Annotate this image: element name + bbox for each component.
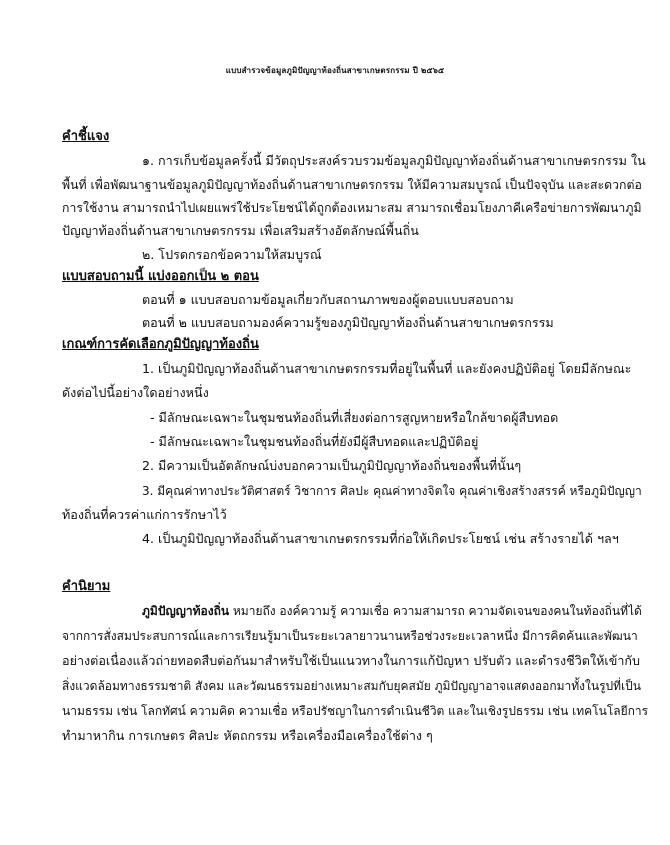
definition-line5: นามธรรม เช่น โลกทัศน์ ความคิด ความเชื่อ หรือปรัชญาในการดำเนินชีวิต และในเชิงรูปธรรม เช่น เทคโนโลยีการ	[62, 704, 649, 718]
instructions-item1-line2: พื้นที่ เพื่อพัฒนาฐานข้อมูลภูมิปัญญาท้องถิ่นด้านสาขาเกษตรกรรม ให้มีความสมบูรณ์ เป็นปัจจุบัน และสะดวกต่อ	[62, 178, 642, 192]
instructions-item1-line1: ๑. การเก็บข้อมูลครั้งนี้ มีวัตถุประสงค์รวบรวมข้อมูลภูมิปัญญาท้องถิ่นด้านสาขาเกษตรกรรม ใน	[142, 153, 646, 168]
definition-line1	[142, 602, 642, 620]
definition-line4: สิ่งแวดล้อมทางธรรมชาติ สังคม และวัฒนธรรมอย่างเหมาะสมกับยุคสมัย ภูมิปัญญาอาจแสดงออกมาทั้งในรูปที่เป็น	[62, 679, 641, 693]
criteria-3-line2: ท้องถิ่นที่ควรค่าแก่การรักษาไว้	[62, 507, 227, 522]
document-title: แบบสำรวจข้อมูลภูมิปัญญาท้องถิ่นสาขาเกษตรกรรม ปี ๒๕๖๕	[225, 66, 445, 75]
criteria-1b: - มีลักษณะเฉพาะในชุมชนท้องถิ่นที่ยังมีผู้สืบทอดและปฏิบัติอยู่	[150, 434, 479, 449]
section-part1: ตอนที่ ๑ แบบสอบถามข้อมูลเกี่ยวกับสถานภาพของผู้ตอบแบบสอบถาม	[142, 292, 514, 307]
criteria-heading: เกณฑ์การคัดเลือกภูมิปัญญาท้องถิ่น	[62, 337, 259, 352]
definition-line6: ทำมาหากิน การเกษตร ศิลปะ หัตถกรรม หรือเครื่องมือเครื่องใช้ต่าง ๆ	[62, 728, 433, 743]
criteria-1-line1: 1. เป็นภูมิปัญญาท้องถิ่นด้านสาขาเกษตรกรรมที่อยู่ในพื้นที่ และยังคงปฏิบัติอยู่ โดยมีลักษณะ	[142, 361, 632, 376]
criteria-1-line2: ดังต่อไปนี้อย่างใดอย่างหนึ่ง	[62, 385, 209, 400]
definition-term: ภูมิปัญญาท้องถิ่น	[142, 604, 230, 618]
definition-line1-rest: หมายถึง องค์ความรู้ ความเชื่อ ความสามารถ ความจัดเจนของคนในท้องถิ่นที่ได้	[229, 604, 642, 618]
criteria-1a: - มีลักษณะเฉพาะในชุมชนท้องถิ่นที่เสี่ยงต่อการสูญหายหรือใกล้ขาดผู้สืบทอด	[150, 410, 559, 425]
instructions-heading: คำชี้แจง	[62, 129, 110, 144]
instructions-item2: ๒. โปรดกรอกข้อความให้สมบูรณ์	[142, 247, 322, 262]
sections-heading: แบบสอบถามนี้ แบ่งออกเป็น ๒ ตอน	[62, 269, 259, 284]
criteria-3-line1: 3. มีคุณค่าทางประวัติศาสตร์ วิชาการ ศิลปะ คุณค่าทางจิตใจ คุณค่าเชิงสร้างสรรค์ หรือภูมิปัญญา	[142, 484, 642, 498]
instructions-item1-line4: ปัญญาท้องถิ่นด้านสาขาเกษตรกรรม เพื่อเสริมสร้างอัตลักษณ์พื้นถิ่น	[62, 223, 419, 238]
definition-line2: จากการสั่งสมประสบการณ์และการเรียนรู้มาเป็นระยะเวลายาวนานหรือช่วงระยะเวลาหนึ่ง มีการคิดค้นและพัฒนา	[62, 629, 638, 643]
instructions-item1-line3: การใช้งาน สามารถนำไปเผยแพร่ใช้ประโยชน์ได้ถูกต้องเหมาะสม สามารถเชื่อมโยงภาคีเครือข่ายการพัฒนาภูมิ	[62, 201, 642, 215]
criteria-2: 2. มีความเป็นอัตลักษณ์บ่งบอกความเป็นภูมิปัญญาท้องถิ่นของพื้นที่นั้นๆ	[142, 458, 522, 473]
section-part2: ตอนที่ ๒ แบบสอบถามองค์ความรู้ของภูมิปัญญาท้องถิ่นด้านสาขาเกษตรกรรม	[142, 315, 554, 330]
criteria-4: 4. เป็นภูมิปัญญาท้องถิ่นด้านสาขาเกษตรกรรมที่ก่อให้เกิดประโยชน์ เช่น สร้างรายได้ ฯลฯ	[142, 531, 619, 546]
definition-line3: อย่างต่อเนื่องแล้วถ่ายทอดสืบต่อกันมาสำหรับใช้เป็นแนวทางในการแก้ปัญหา ปรับตัว และดำรงชีวิตให้เข้ากับ	[62, 653, 641, 668]
definition-heading: คำนิยาม	[62, 579, 111, 594]
